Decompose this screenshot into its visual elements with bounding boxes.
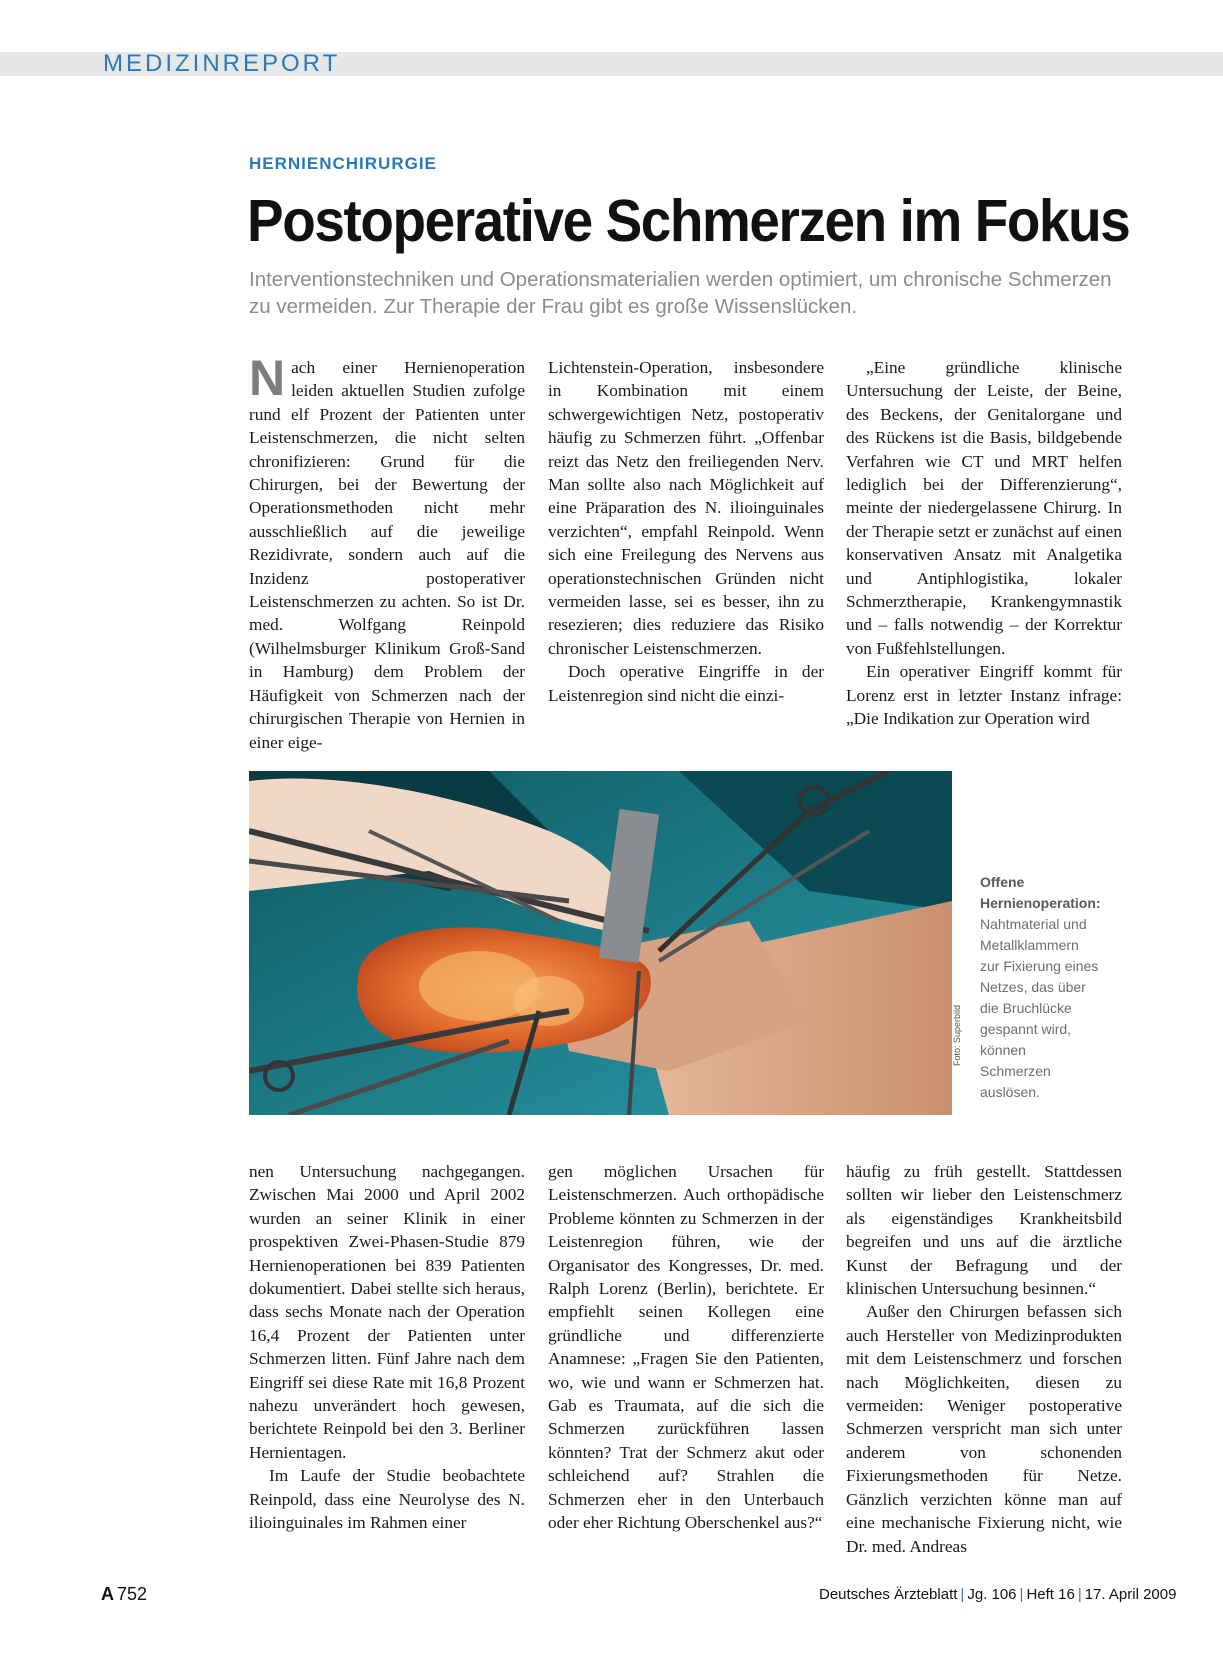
journal-date: 17. April 2009 — [1084, 1586, 1177, 1603]
paragraph: gen möglichen Ursachen für Leistenschmerzen. Auch orthopädische Probleme könnten zu Schmerzen in der Leistenregion führen, wie der Organisator des Kongresses, Dr. med. Ralph Lorenz (Berlin), berichtete. Er empfiehlt seinen Kollegen eine gründliche und differenzierte Anamnese: „Fragen Sie den Patienten, wo, wie und wann er Schmerzen hat. Gab es Traumata, auf die sich die Schmerzen zurückführen lassen könnten? Trat der Schmerz akut oder schleichend auf? Strahlen die Schmerzen eher in den Unterbauch oder eher Richtung Oberschenkel aus?“ — [548, 1162, 824, 1533]
journal-issue: Heft 16 — [1026, 1586, 1075, 1603]
paragraph: „Eine gründliche klinische Untersuchung der Leiste, der Beine, des Beckens, der Genitalorgane und des Rückens ist die Basis, bildgebende Verfahren wie CT und MRT helfen lediglich bei der Differenzierung“, meinte der niedergelassene Chirurg. In der Therapie setzt er zunächst auf einen konservativen Ansatz mit Analgetika und Antiphlogistika, lokaler Schmerztherapie, Krankengymnastik und – falls notwendig – der Korrektur von Fußfehlstellungen. — [846, 358, 1122, 658]
paragraph: Lichtenstein-Operation, insbesondere in Kombination mit einem schwergewichtigen Netz, postoperativ häufig zu Schmerzen führt. „Offenbar reizt das Netz den freiliegenden Nerv. Man sollte also nach Möglichkeit auf eine Präparation des N. ilioinguinales verzichten“, empfahl Reinpold. Wenn sich eine Freilegung des Nervens aus operationstechnischen Gründen nicht vermeiden lasse, sei es besser, ihn zu resezieren; dies reduziere das Risiko chronischer Leistenschmerzen. — [548, 358, 824, 658]
article-title: Postoperative Schmerzen im Fokus — [247, 188, 1130, 254]
footer-separator: | — [960, 1586, 965, 1603]
column-1-bottom — [249, 1160, 525, 1535]
photo-credit: Foto: Superbild — [952, 1004, 962, 1066]
journal-volume: Jg. 106 — [967, 1586, 1017, 1603]
page-number-value: 752 — [117, 1584, 148, 1604]
page-prefix: A — [101, 1584, 114, 1604]
paragraph: Ein operativer Eingriff kommt für Lorenz erst in letzter Instanz infrage: „Die Indikation zur Operation wird — [846, 662, 1122, 729]
drop-cap: N — [249, 350, 286, 406]
paragraph: häufig zu früh gestellt. Stattdessen sollten wir lieber den Leistenschmerz als eigenständiges Krankheitsbild begreifen und uns auf die ärztliche Kunst der Befragung und der klinischen Untersuchung besinnen.“ — [846, 1162, 1122, 1299]
paragraph — [249, 350, 525, 754]
footer-separator: | — [1019, 1586, 1024, 1603]
column-1-top — [249, 350, 525, 754]
caption-lead: Offene Hernienoperation: — [980, 874, 1101, 911]
surgery-illustration — [249, 771, 952, 1115]
journal-name: Deutsches Ärzteblatt — [819, 1586, 958, 1603]
column-2-top — [548, 356, 824, 707]
article-kicker: HERNIENCHIRURGIE — [249, 154, 437, 173]
column-3-top — [846, 356, 1122, 731]
footer-separator: | — [1077, 1586, 1082, 1603]
article-subtitle: Interventionstechniken und Operationsmaterialien werden optimiert, um chronische Schmerzen zu vermeiden. Zur Therapie der Frau gibt es große Wissenslücken. — [249, 268, 1112, 318]
column-3-bottom — [846, 1160, 1122, 1558]
footer-citation — [819, 1586, 1176, 1603]
paragraph: Im Laufe der Studie beobachtete Reinpold, dass eine Neurolyse des N. ilioinguinales im Rahmen einer — [249, 1466, 525, 1533]
section-label: MEDIZINREPORT — [103, 50, 341, 77]
paragraph: Außer den Chirurgen befassen sich auch Hersteller von Medizinprodukten mit dem Leistenschmerz und forschen nach Möglichkeiten, diesen zu vermeiden: Weniger postoperative Schmerzen verspricht man sich unter anderem von schonenden Fixierungsmethoden für Netze. Gänzlich verzichten könne man auf eine mechanische Fixierung nicht, wie Dr. med. Andreas — [846, 1302, 1122, 1556]
caption-text: Nahtmaterial und Metallklammern zur Fixierung eines Netzes, das über die Bruchlücke gespannt wird, können Schmerzen auslösen. — [980, 916, 1099, 1100]
paragraph: nen Untersuchung nachgegangen. Zwischen Mai 2000 und April 2002 wurden an seiner Klinik in einer prospektiven Zwei-Phasen-Studie 879 Hernienoperationen bei 839 Patienten dokumentiert. Dabei stellte sich heraus, dass sechs Monate nach der Operation 16,4 Prozent der Patienten unter Schmerzen litten. Fünf Jahre nach dem Eingriff sei diese Rate mit 16,8 Prozent nahezu unverändert hoch gewesen, berichtete Reinpold bei den 3. Berliner Hernientagen. — [249, 1162, 525, 1462]
surgery-photo — [249, 771, 952, 1115]
photo-caption — [980, 872, 1100, 1103]
paragraph-text: ach einer Hernienoperation leiden aktuellen Studien zufolge rund elf Prozent der Patienten unter Leistenschmerzen, die nicht selten chronifizieren: Grund für die Chirurgen, bei der Bewertung der Operationsmethoden nicht mehr ausschließlich auf die jeweilige Rezidivrate, sondern auch auf die Inzidenz postoperativer Leistenschmerzen zu achten. So ist Dr. med. Wolfgang Reinpold (Wilhelmsburger Klinikum Groß-Sand in Hamburg) dem Problem der Häufigkeit von Schmerzen nach der chirurgischen Therapie von Hernien in einer eige- — [249, 358, 525, 752]
page-number — [101, 1584, 147, 1605]
paragraph: Doch operative Eingriffe in der Leistenregion sind nicht die einzi- — [548, 662, 824, 705]
column-2-bottom — [548, 1160, 824, 1535]
